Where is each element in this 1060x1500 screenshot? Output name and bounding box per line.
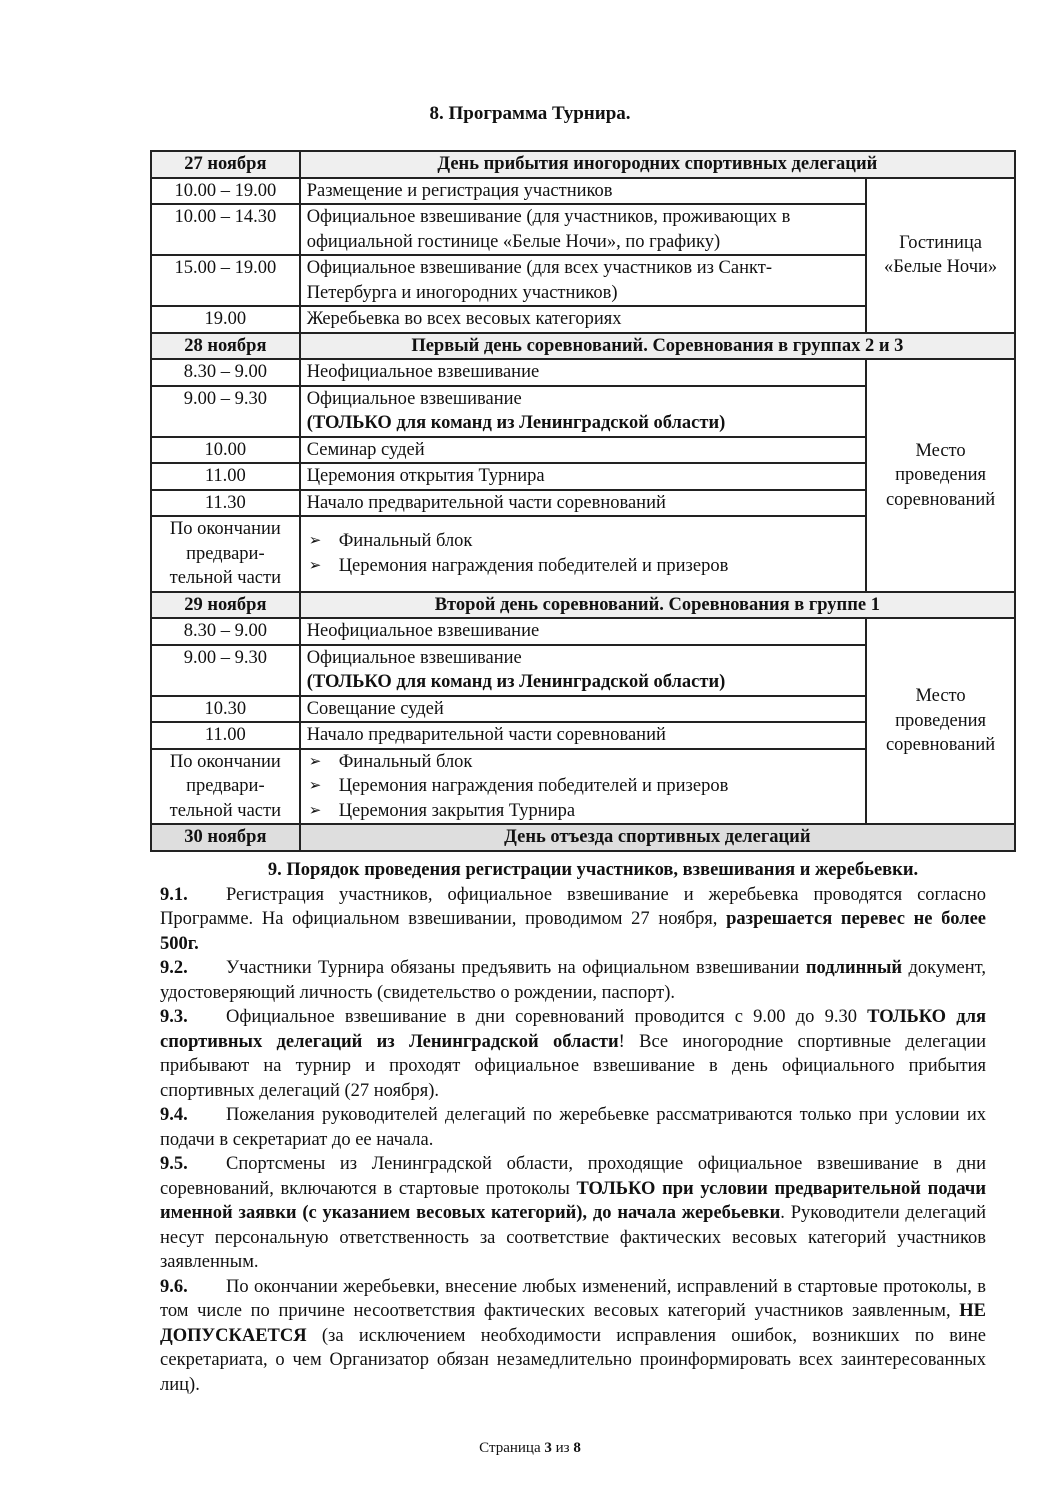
clause-bold-text: подлинный [805,958,903,978]
event-bullet-list [307,750,859,824]
time-cell: 10.00 – 14.30 [151,204,300,255]
table-row [151,359,1015,386]
clause-text: Участники Турнира обязаны предъявить на официальном взвешивании [226,958,806,978]
table-row [151,618,1015,645]
arrow-bullet-icon: ➢ [308,753,322,770]
clause-9-4 [160,1103,986,1152]
program-table [150,150,1016,852]
arrow-bullet-icon: ➢ [308,557,322,574]
event-cell: Неофициальное взвешивание [300,618,866,645]
clause-text: Спортсмены из Ленинградской области, проходящие официальное взвешивание в дни соревнований, включаются в стартовые протоколы [160,1154,986,1199]
clause-9-2 [160,956,986,1005]
event-cell: Начало предварительной части соревнований [300,722,866,749]
day-heading: День прибытия иногородних спортивных делегаций [300,151,1015,178]
time-cell: 15.00 – 19.00 [151,255,300,306]
event-note: (ТОЛЬКО для команд из Ленинградской области) [306,413,726,433]
time-cell: 19.00 [151,306,300,333]
clause-text: Регистрация участников, официальное взвешивание и жеребьевка проводятся согласно Программе. На официальном взвешивании, проводимом 27 ноября, [160,884,986,929]
place-cell: Место проведения соревнований [866,359,1015,592]
section-9 [160,858,986,1397]
page-title: 8. Программа Турнира. [429,103,631,124]
clause-number: 9.2. [160,958,188,978]
table-row [151,178,1015,205]
clause-text: . Руководители делегаций несут персональную ответственность за соответствие фактических весовых категорий участников заявленным. [160,1203,986,1272]
time-cell: 9.00 – 9.30 [151,645,300,696]
clause-9-6 [160,1275,986,1398]
place-cell: Гостиница «Белые Ночи» [866,178,1015,333]
event-cell: Церемония открытия Турнира [300,463,866,490]
clause-9-5 [160,1152,986,1275]
list-item [307,529,859,554]
time-cell: 8.30 – 9.00 [151,618,300,645]
arrow-bullet-icon: ➢ [308,802,322,819]
place-cell: Место проведения соревнований [866,618,1015,824]
time-cell: 11.00 [151,722,300,749]
day-header-row [151,824,1015,851]
event-cell [300,516,866,592]
time-cell: По окончании предвари-тельной части [151,516,300,592]
day-heading: Второй день соревнований. Соревнования в группе 1 [300,592,1015,619]
event-text: Официальное взвешивание [306,388,522,409]
event-cell: Совещание судей [300,696,866,723]
bullet-text: Церемония награждения победителей и призеров [338,555,729,576]
day-header-row [151,333,1015,360]
event-text: Официальное взвешивание [306,647,522,668]
clause-text: Официальное взвешивание в дни соревнований проводится с 9.00 до 9.30 [226,1007,868,1027]
current-page-number: 3 [544,1440,552,1456]
day-date: 30 ноября [151,824,300,851]
time-cell: 10.30 [151,696,300,723]
footer-label: Страница [479,1440,545,1456]
clause-bold-text: разрешается перевес не более 500г. [160,909,986,954]
time-cell: 10.00 – 19.00 [151,178,300,205]
clause-number: 9.4. [160,1105,188,1125]
list-item [307,750,859,775]
bullet-text: Церемония закрытия Турнира [338,800,576,821]
clause-9-3 [160,1005,986,1103]
day-date: 27 ноября [151,151,300,178]
day-header-row [151,151,1015,178]
event-cell: Официальное взвешивание (для всех участников из Санкт-Петербурга и иногородних участников) [300,255,866,306]
event-cell: Семинар судей [300,437,866,464]
clause-text: документ, удостоверяющий личность (свидетельство о рождении, паспорт). [160,958,986,1003]
event-cell: Официальное взвешивание (для участников, проживающих в официальной гостинице «Белые Ночи», по графику) [300,204,866,255]
event-cell: Жеребьевка во всех весовых категориях [300,306,866,333]
day-heading: Первый день соревнований. Соревнования в группах 2 и 3 [300,333,1015,360]
event-cell [300,645,866,696]
event-bullet-list [307,529,859,578]
day-header-row [151,592,1015,619]
clause-number: 9.1. [160,884,188,905]
time-cell: 10.00 [151,437,300,464]
clause-number: 9.3. [160,1007,188,1027]
bullet-text: Финальный блок [338,751,473,772]
bullet-text: Церемония награждения победителей и призеров [338,776,729,796]
clause-number: 9.5. [160,1154,188,1174]
event-cell [300,749,866,825]
time-cell: 11.30 [151,490,300,517]
clause-text: (за исключением необходимости исправления ошибок, возникших по вине секретариата, о чем Организатор обязан незамедлительно проинформировать всех заинтересованных лиц). [160,1325,986,1395]
list-item [307,799,859,824]
section-heading: 9. Порядок проведения регистрации участников, взвешивания и жеребьевки. [267,860,919,880]
arrow-bullet-icon: ➢ [308,533,322,550]
clause-bold-text: НЕ ДОПУСКАЕТСЯ [160,1301,986,1346]
clause-number: 9.6. [160,1276,188,1297]
total-pages-number: 8 [573,1440,581,1456]
event-cell: Начало предварительной части соревнований [300,490,866,517]
event-cell [300,386,866,437]
arrow-bullet-icon: ➢ [308,778,322,794]
page-footer [0,1440,1060,1457]
footer-label: из [551,1440,574,1456]
list-item [307,774,859,799]
day-date: 28 ноября [151,333,300,360]
time-cell: 9.00 – 9.30 [151,386,300,437]
clause-bold-text: ТОЛЬКО при условии предварительной подачи именной заявки (с указанием весовых категорий), до начала жеребьевки [160,1178,986,1223]
clause-text: По окончании жеребьевки, внесение любых изменений, исправлений в стартовые протоколы, в том числе по причине несоответствия фактических весовых категорий участников заявленным, [160,1276,986,1321]
event-cell: Неофициальное взвешивание [300,359,866,386]
event-note: (ТОЛЬКО для команд из Ленинградской области) [306,672,726,692]
time-cell: 11.00 [151,463,300,490]
day-date: 29 ноября [151,592,300,619]
clause-bold-text: ТОЛЬКО для спортивных делегаций из Ленинградской области [160,1007,986,1052]
event-cell: Размещение и регистрация участников [300,178,866,205]
bullet-text: Финальный блок [338,531,473,552]
list-item [307,554,859,579]
day-heading: День отъезда спортивных делегаций [300,824,1015,851]
clause-text: Пожелания руководителей делегаций по жеребьевке рассматриваются только при условии их подачи в секретариат до ее начала. [160,1105,986,1150]
time-cell: По окончании предвари-тельной части [151,749,300,825]
clause-text: ! Все иногородние спортивные делегации прибывают на турнир и проходят официальное взвешивание в день официального прибытия спортивных делегаций (27 ноября). [160,1031,986,1101]
clause-9-1 [160,883,986,957]
time-cell: 8.30 – 9.00 [151,359,300,386]
